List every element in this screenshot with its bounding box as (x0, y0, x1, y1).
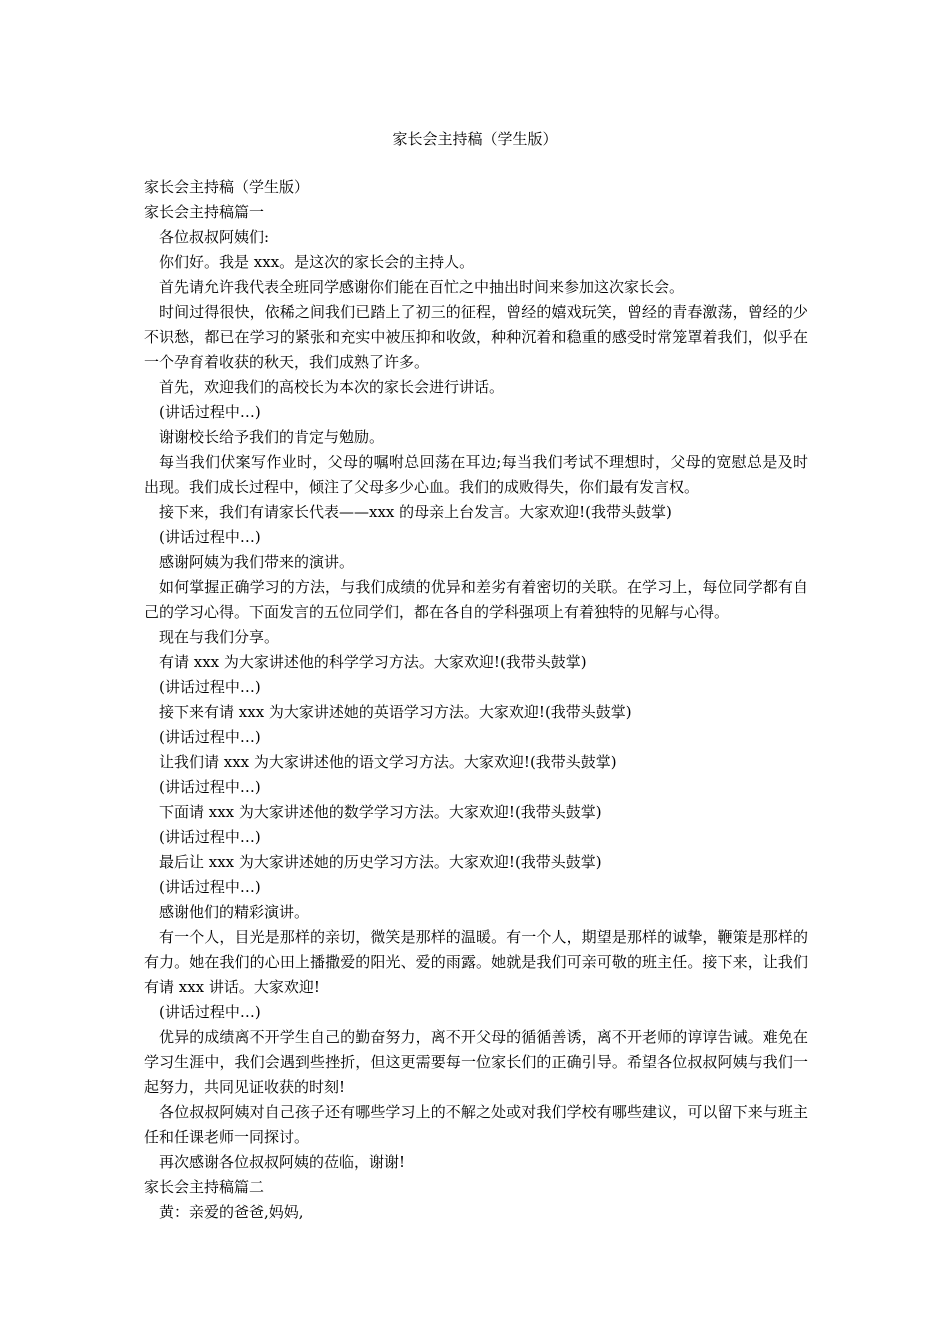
paragraph: 谢谢校长给予我们的肯定与勉励。 (159, 428, 385, 446)
paragraph: 首先请允许我代表全班同学感谢你们能在百忙之中抽出时间来参加这次家长会。 (159, 278, 685, 296)
document-body (144, 175, 808, 1225)
paragraph: 有请 xxx 为大家讲述他的科学学习方法。大家欢迎!(我带头鼓掌) (159, 653, 587, 671)
paragraph: (讲话过程中…) (159, 403, 261, 421)
paragraph: (讲话过程中…) (159, 828, 261, 846)
paragraph: 家长会主持稿篇一 (144, 203, 265, 221)
paragraph: 现在与我们分享。 (159, 628, 280, 646)
paragraph: 家长会主持稿篇二 (144, 1178, 265, 1196)
paragraph: 时间过得很快，依稀之间我们已踏上了初三的征程，曾经的嬉戏玩笑，曾经的青春激荡，曾经的少不识愁，都已在学习的紧张和充实中被压抑和收敛，种种沉着和稳重的感受时常笼罩着我们，似乎在一个孕育着收获的秋天，我们成熟了许多。 (144, 303, 808, 371)
paragraph: 优异的成绩离不开学生自己的勤奋努力，离不开父母的循循善诱，离不开老师的谆谆告诫。难免在学习生涯中，我们会遇到些挫折，但这更需要每一位家长们的正确引导。希望各位叔叔阿姨与我们一起努力，共同见证收获的时刻! (144, 1028, 808, 1096)
paragraph: (讲话过程中…) (159, 878, 261, 896)
paragraph: 让我们请 xxx 为大家讲述他的语文学习方法。大家欢迎!(我带头鼓掌) (159, 753, 617, 771)
paragraph: 各位叔叔阿姨们: (159, 228, 270, 246)
document-title: 家长会主持稿（学生版） (392, 130, 558, 148)
paragraph: 你们好。我是 xxx。是这次的家长会的主持人。 (159, 253, 475, 271)
paragraph: 各位叔叔阿姨对自己孩子还有哪些学习上的不解之处或对我们学校有哪些建议，可以留下来与班主任和任课老师一同探讨。 (144, 1103, 808, 1146)
paragraph: (讲话过程中…) (159, 528, 261, 546)
paragraph: 接下来有请 xxx 为大家讲述她的英语学习方法。大家欢迎!(我带头鼓掌) (159, 703, 632, 721)
paragraph: 接下来，我们有请家长代表——xxx 的母亲上台发言。大家欢迎!(我带头鼓掌) (159, 503, 672, 521)
paragraph: 首先，欢迎我们的高校长为本次的家长会进行讲话。 (159, 378, 505, 396)
paragraph: (讲话过程中…) (159, 728, 261, 746)
paragraph: 再次感谢各位叔叔阿姨的莅临，谢谢! (159, 1153, 406, 1171)
paragraph: (讲话过程中…) (159, 778, 261, 796)
paragraph: 下面请 xxx 为大家讲述他的数学学习方法。大家欢迎!(我带头鼓掌) (159, 803, 602, 821)
paragraph: 有一个人，目光是那样的亲切，微笑是那样的温暖。有一个人，期望是那样的诚挚，鞭策是那样的有力。她在我们的心田上播撒爱的阳光、爱的雨露。她就是我们可亲可敬的班主任。接下来，让我们有请 xxx 讲话。大家欢迎! (144, 928, 808, 996)
paragraph: 感谢他们的精彩演讲。 (159, 903, 310, 921)
paragraph: 感谢阿姨为我们带来的演讲。 (159, 553, 355, 571)
paragraph: (讲话过程中…) (159, 1003, 261, 1021)
paragraph: 每当我们伏案写作业时，父母的嘱咐总回荡在耳边;每当我们考试不理想时，父母的宽慰总是及时出现。我们成长过程中，倾注了父母多少心血。我们的成败得失，你们最有发言权。 (144, 453, 808, 496)
paragraph: 黄：亲爱的爸爸,妈妈, (159, 1203, 304, 1221)
paragraph: 最后让 xxx 为大家讲述她的历史学习方法。大家欢迎!(我带头鼓掌) (159, 853, 602, 871)
paragraph: 家长会主持稿（学生版） (144, 178, 310, 196)
paragraph: (讲话过程中…) (159, 678, 261, 696)
paragraph: 如何掌握正确学习的方法，与我们成绩的优异和差劣有着密切的关联。在学习上，每位同学都有自己的学习心得。下面发言的五位同学们，都在各自的学科强项上有着独特的见解与心得。 (144, 578, 808, 621)
